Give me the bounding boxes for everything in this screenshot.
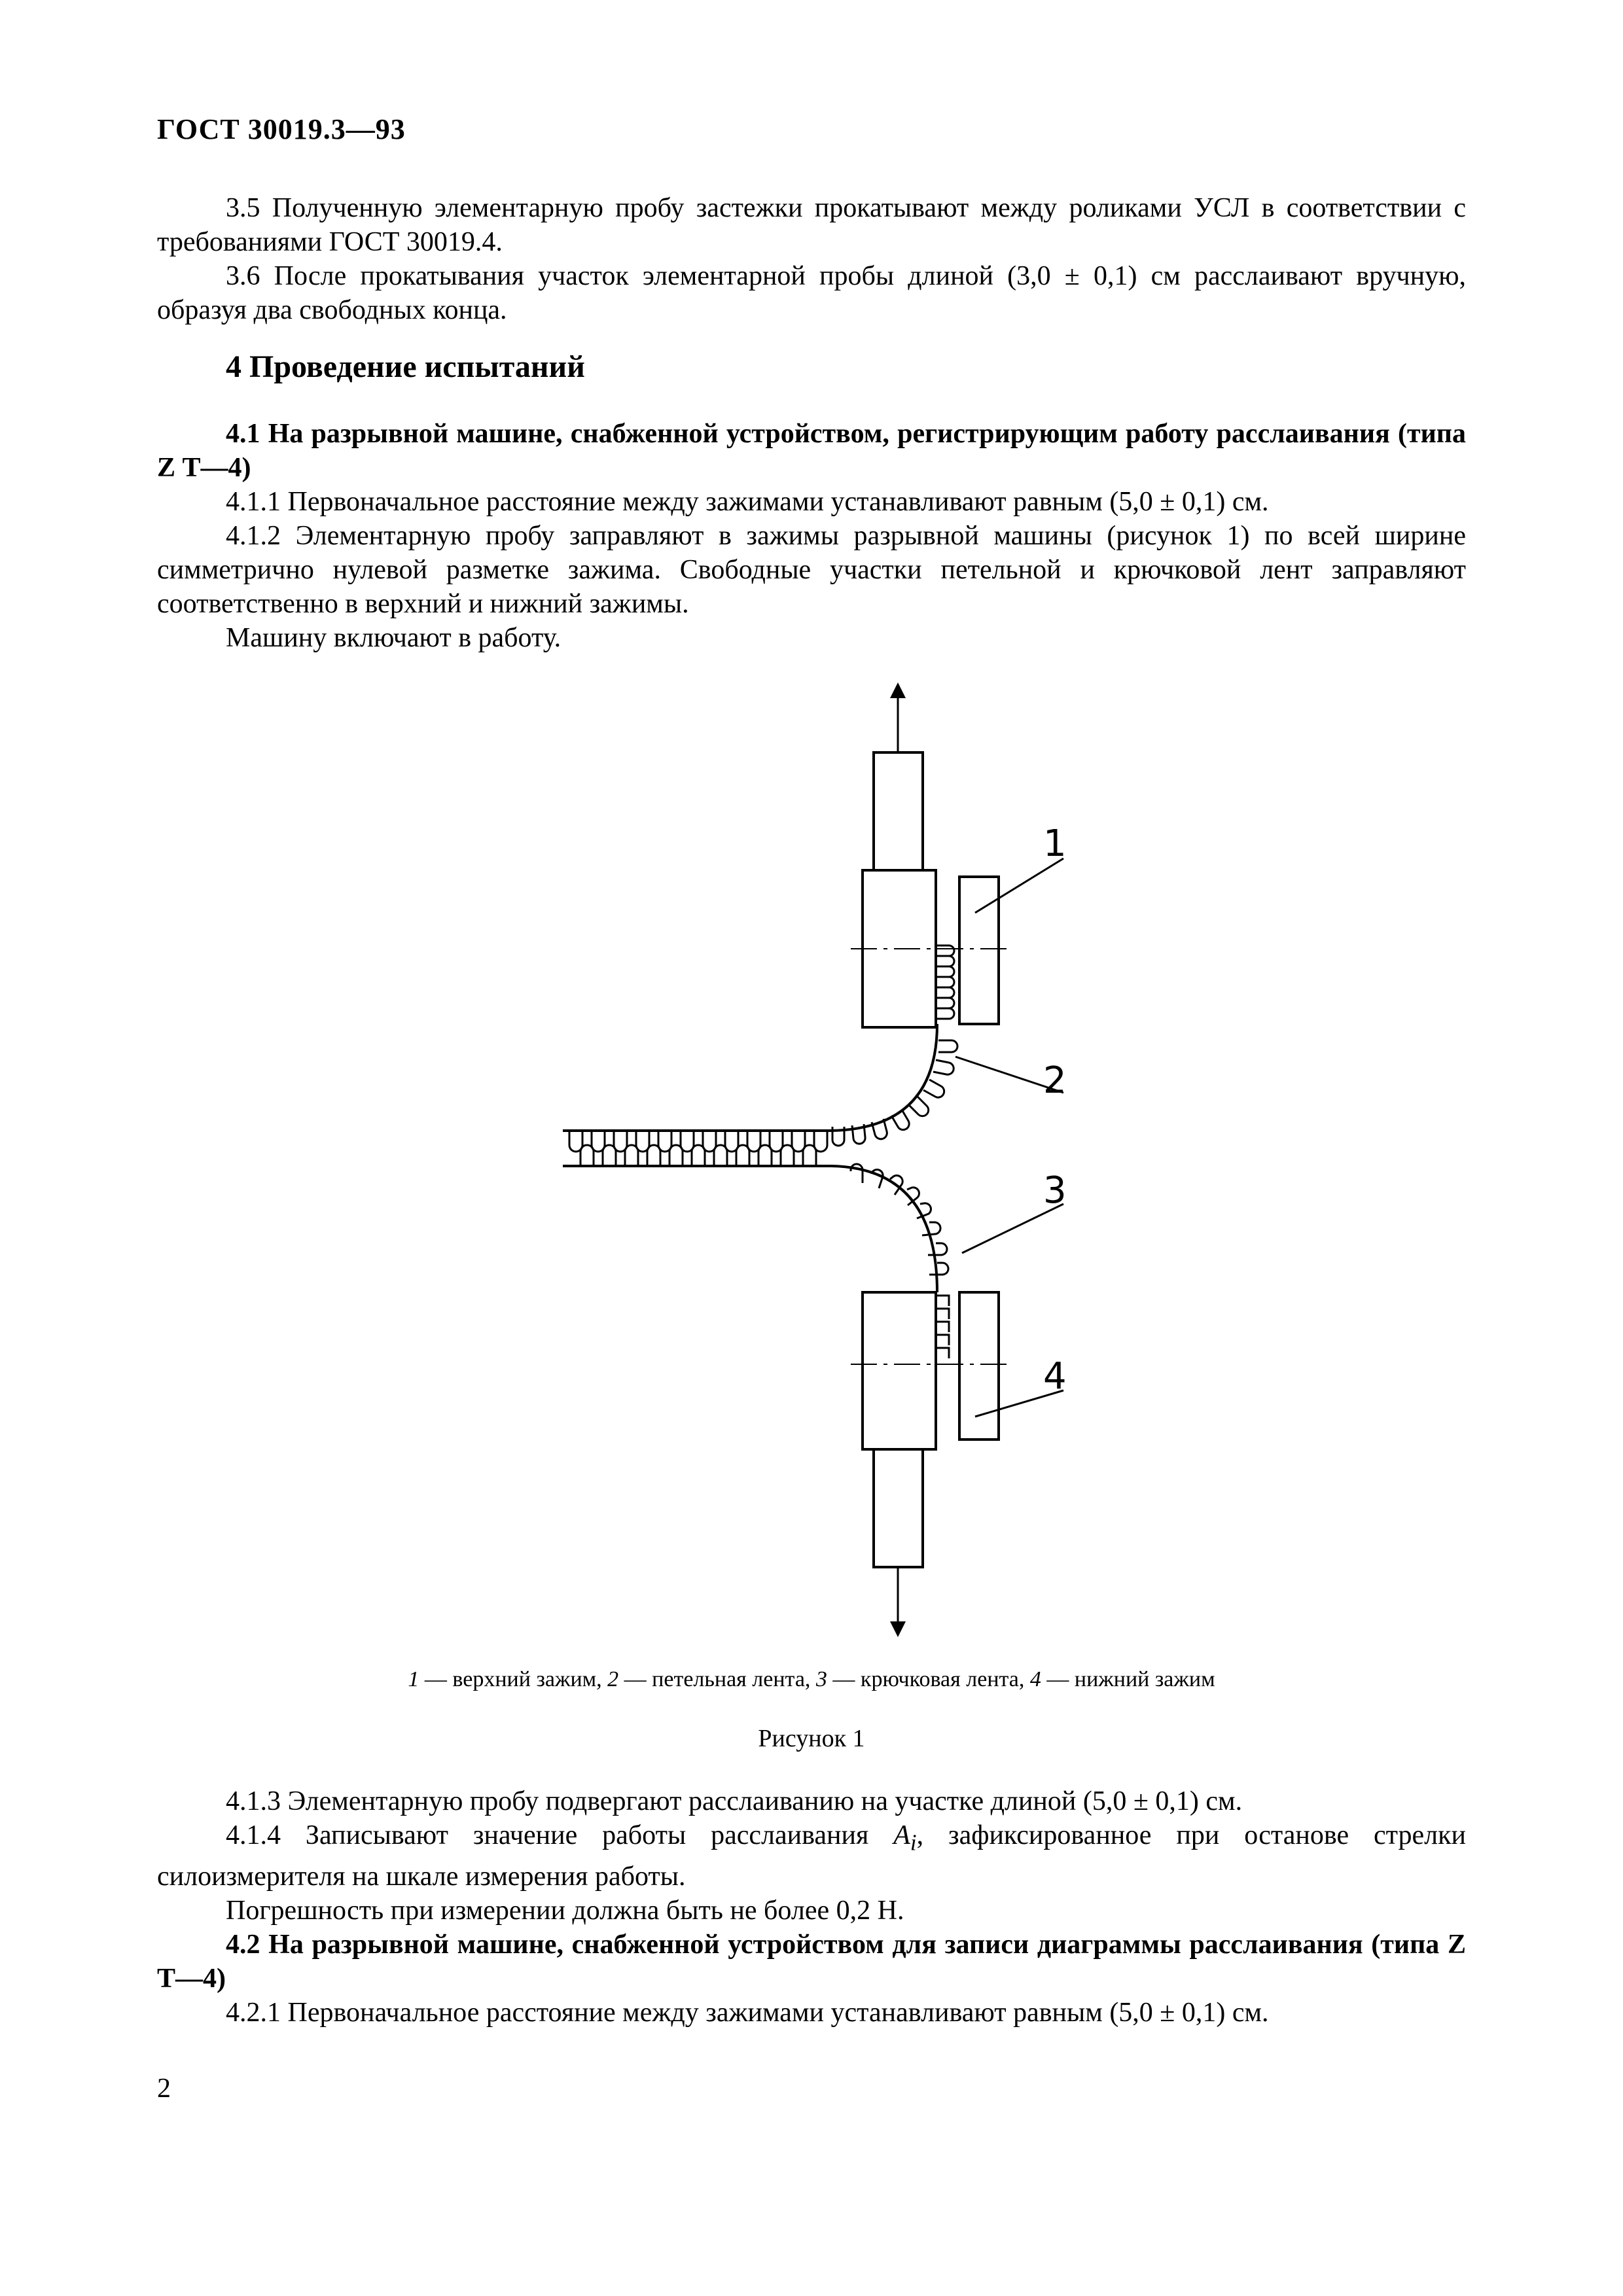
paragraph-4-2-1: 4.2.1 Первоначальное расстояние между зажимами устанавливают равным (5,0 ± 0,1) см.	[226, 1998, 1269, 2028]
lower-rod	[874, 1449, 923, 1567]
variable-subscript-i: i	[910, 1829, 917, 1856]
callout-1-leader	[975, 858, 1063, 913]
variable-a: A	[893, 1820, 910, 1850]
paragraph-4-1-3: 4.1.3 Элементарную пробу подвергают расслаиванию на участке длиной (5,0 ± 0,1) см.	[226, 1786, 1243, 1816]
paragraph-4-1-2: 4.1.2 Элементарную пробу заправляют в зажимы разрывной машины (рисунок 1) по всей ширине симметрично нулевой разметке зажима. Свободные участки петельной и крючковой лент заправляют соответственно в верхний и нижний зажимы.	[157, 521, 1466, 619]
callout-1-label: 1	[1043, 822, 1067, 865]
paragraph-4-1-4-end: , зафиксированное при останове стрелки силоизмерителя на шкале измерения работы.	[157, 1820, 1466, 1892]
figure-1-legend	[0, 1667, 1623, 1692]
upper-clamp-jaw	[959, 877, 999, 1024]
legend-text-1: — верхний зажим,	[419, 1667, 608, 1691]
callout-3-label: 3	[1043, 1169, 1067, 1212]
legend-num-3: 3	[815, 1667, 827, 1691]
section-4-heading: 4 Проведение испытаний	[226, 349, 585, 384]
paragraph-4-1-1: 4.1.1 Первоначальное расстояние между зажимами устанавливают равным (5,0 ± 0,1) см.	[226, 487, 1269, 517]
paragraph-machine-start: Машину включают в работу.	[226, 623, 562, 653]
interlocked-loops	[569, 1131, 827, 1166]
paragraph-3-6: 3.6 После прокатывания участок элементарной пробы длиной (3,0 ± 0,1) см расслаивают вручную, образуя два свободных конца.	[157, 261, 1466, 325]
upper-rod	[874, 752, 923, 870]
paragraph-4-1-4-start: 4.1.4 Записывают значение работы расслаивания	[226, 1820, 894, 1850]
legend-text-2: — петельная лента,	[618, 1667, 816, 1691]
lower-clamp-body	[863, 1292, 936, 1449]
callout-4-label: 4	[1043, 1355, 1067, 1398]
loop-tape-curve	[563, 1024, 937, 1131]
callout-2-label: 2	[1043, 1059, 1067, 1102]
figure-1-title: Рисунок 1	[758, 1725, 865, 1752]
lower-clamp-jaw	[959, 1292, 999, 1439]
loops-in-upper-clamp	[937, 945, 954, 1019]
legend-text-3: — крючковая лента,	[827, 1667, 1030, 1691]
legend-num-1: 1	[408, 1667, 419, 1691]
legend-text-4: — нижний зажим	[1041, 1667, 1215, 1691]
legend-num-4: 4	[1029, 1667, 1041, 1691]
document-code-header: ГОСТ 30019.3—93	[157, 113, 406, 145]
paragraph-measurement-error: Погрешность при измерении должна быть не более 0,2 Н.	[226, 1896, 904, 1926]
hooks-in-lower-clamp	[937, 1296, 949, 1358]
paragraph-4-1-4	[157, 1818, 1466, 1894]
subsection-4-1-heading: 4.1 На разрывной машине, снабженной устройством, регистрирующим работу расслаивания (типа Z Т—4)	[157, 419, 1466, 483]
page-number: 2	[157, 2074, 171, 2104]
legend-num-2: 2	[607, 1667, 619, 1691]
section-4-continuation	[157, 1784, 1466, 2030]
subsection-4-2-heading: 4.2 На разрывной машине, снабженной устройством для записи диаграммы расслаивания (типа Z Т—4)	[157, 1930, 1466, 1994]
paragraph-3-5: 3.5 Полученную элементарную пробу застежки прокатывают между роликами УСЛ в соответствии с требованиями ГОСТ 30019.4.	[157, 193, 1466, 257]
hook-tape-curve	[831, 1166, 937, 1292]
section-4	[157, 350, 1466, 655]
section-3-continuation	[157, 191, 1466, 327]
figure-1-diagram	[524, 667, 1113, 1649]
